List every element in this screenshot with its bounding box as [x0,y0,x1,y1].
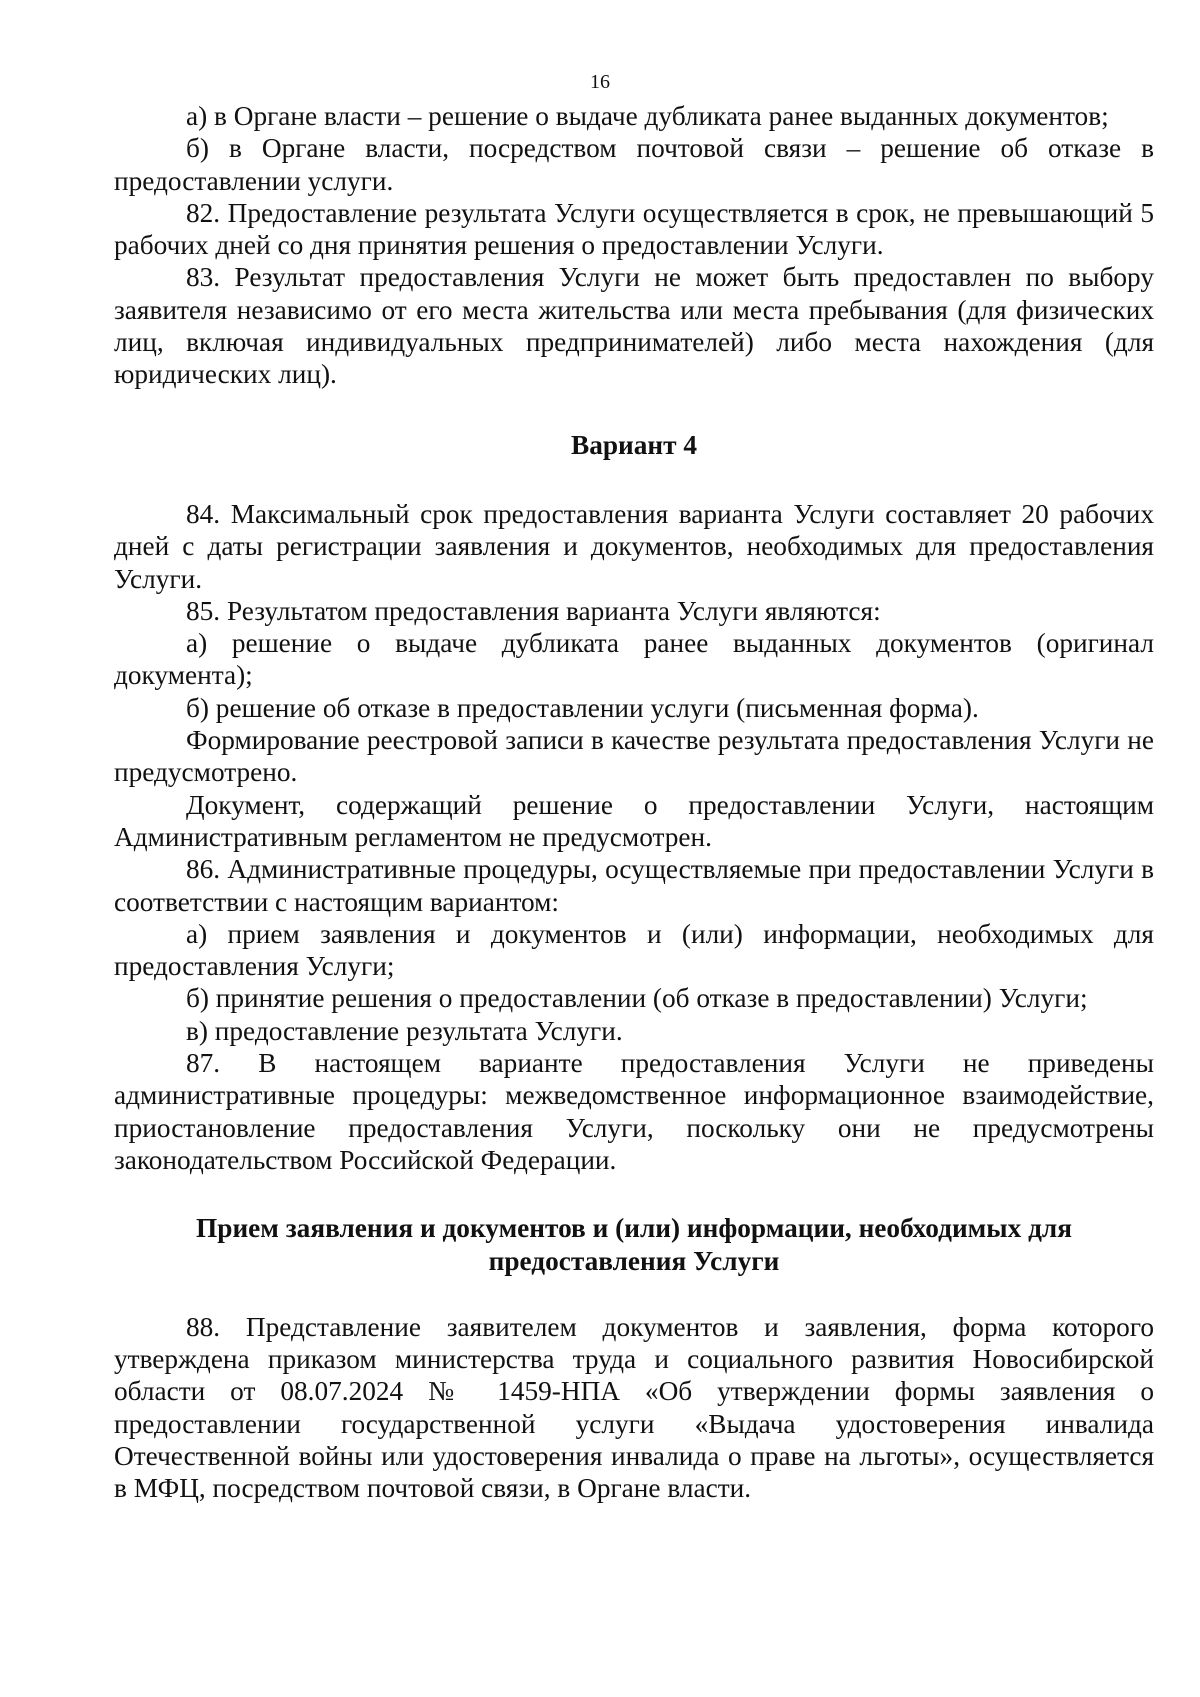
spacer [114,391,1154,429]
spacer [114,1277,1154,1311]
paragraph-87: 87. В настоящем варианте предоставления Услуги не приведены административные процедуры: межведомственное информационное взаимодействие, приостановление предоставления Услуги, поскольку они не предусмотрены законодательством Российской Федерации. [114,1048,1154,1175]
paragraph-88: 88. Представление заявителем документов и заявления, форма которого утверждена приказом министерства труда и социального развития Новосибирской области от 08.07.2024 № 1459-НПА «Об утверждении формы заявления о предоставлении государственной услуги «Выдача удостоверения инвалида Отечественной войны или удостоверения инвалида о праве на льготы», осуществляется в МФЦ, посредством почтовой связи, в Органе власти. [114,1311,1154,1504]
paragraph-85-item-b: б) решение об отказе в предоставлении услуги (письменная форма). [186,692,979,723]
page-number: 16 [590,71,610,93]
heading-priem-line-1: Прием заявления и документов и (или) информации, необходимых для [196,1213,1072,1244]
paragraph-85-item-a: а) решение о выдаче дубликата ранее выданных документов (оригинал документа); [114,628,1154,691]
paragraph-registry-record: Формирование реестровой записи в качестве результата предоставления Услуги не предусмотрено. [114,725,1154,788]
heading-priem-line-2: предоставления Услуги [488,1245,780,1276]
paragraph-83: 83. Результат предоставления Услуги не может быть предоставлен по выбору заявителя независимо от его места жительства или места пребывания (для физических лиц, включая индивидуальных предпринимателей) либо места нахождения (для юридических лиц). [114,262,1154,390]
paragraph-86-item-c: в) предоставление результата Услуги. [186,1015,623,1046]
paragraph-82: 82. Предоставление результата Услуги осуществляется в срок, не превышающий 5 рабочих дней со дня принятия решения о предоставлении Услуги. [114,197,1154,261]
paragraph-item-a-organ: а) в Органе власти – решение о выдаче дубликата ранее выданных документов; [186,101,1109,131]
paragraph-85: 85. Результатом предоставления варианта Услуги являются: [186,595,881,626]
heading-variant-4: Вариант 4 [570,429,698,460]
paragraph-86-item-a: а) прием заявления и документов и (или) информации, необходимых для предоставления Услуги; [114,918,1154,982]
paragraph-item-b-postal: б) в Органе власти, посредством почтовой связи – решение об отказе в предоставлении услуги. [114,133,1154,196]
paragraph-decision-document: Документ, содержащий решение о предоставлении Услуги, настоящим Административным регламентом не предусмотрен. [114,789,1154,852]
paragraph-84: 84. Максимальный срок предоставления варианта Услуги составляет 20 рабочих дней с даты регистрации заявления и документов, необходимых для предоставления Услуги. [114,498,1154,594]
spacer [114,1176,1154,1212]
paragraph-86-item-b: б) принятие решения о предоставлении (об отказе в предоставлении) Услуги; [186,983,1088,1014]
spacer [114,461,1154,498]
paragraph-86: 86. Административные процедуры, осуществляемые при предоставлении Услуги в соответствии с настоящим вариантом: [114,854,1154,917]
document-body [114,100,1154,1505]
